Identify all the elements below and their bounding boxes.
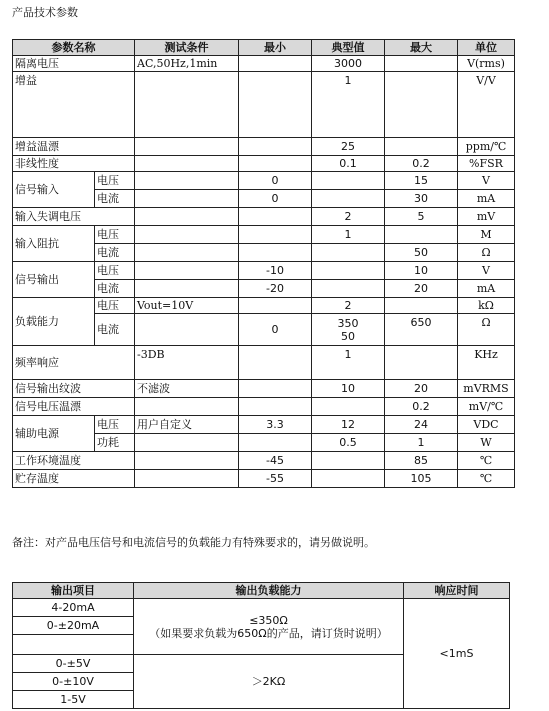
param-name: 信号输入: [13, 172, 95, 208]
table-row: [13, 172, 515, 190]
typical-value: [312, 398, 385, 416]
unit: Ω: [458, 314, 515, 346]
max-value: 1: [385, 434, 458, 452]
param-name: 非线性度: [13, 156, 135, 172]
load-current-value: ≤350Ω: [249, 613, 288, 627]
min-value: 0: [239, 190, 312, 208]
typical-value: [312, 470, 385, 488]
table-row: [13, 380, 515, 398]
test-condition: [135, 314, 239, 346]
max-value: [385, 72, 458, 138]
min-value: 0: [239, 172, 312, 190]
min-value: [239, 72, 312, 138]
unit: %FSR: [458, 156, 515, 172]
max-value: [385, 346, 458, 380]
table-row: [13, 262, 515, 280]
typical-value: 10: [312, 380, 385, 398]
min-value: -20: [239, 280, 312, 298]
sub-param: 电压: [95, 298, 135, 314]
typical-value: 2: [312, 298, 385, 314]
table-row: [13, 452, 515, 470]
min-value: [239, 380, 312, 398]
output-item: 1-5V: [13, 691, 134, 709]
unit: M: [458, 226, 515, 244]
test-condition: AC,50Hz,1min: [135, 56, 239, 72]
param-name: 输入失调电压: [13, 208, 135, 226]
response-time: <1mS: [404, 599, 510, 709]
page-title: 产品技术参数: [12, 6, 78, 19]
output-item: [13, 635, 134, 655]
max-value: 30: [385, 190, 458, 208]
test-condition: [135, 72, 239, 138]
header-test-condition: 测试条件: [135, 40, 239, 56]
param-name: 信号输出纹波: [13, 380, 135, 398]
max-value: [385, 56, 458, 72]
unit: kΩ: [458, 298, 515, 314]
test-condition: [135, 244, 239, 262]
param-name: 输入阻抗: [13, 226, 95, 262]
test-condition: [135, 172, 239, 190]
unit: V: [458, 172, 515, 190]
min-value: [239, 398, 312, 416]
typical-value: 3000: [312, 56, 385, 72]
typical-value: 0.5: [312, 434, 385, 452]
test-condition: [135, 208, 239, 226]
unit: mV: [458, 208, 515, 226]
min-value: 3.3: [239, 416, 312, 434]
typical-value: 50: [341, 329, 355, 343]
sub-param: 电压: [95, 416, 135, 434]
max-value: 650: [385, 314, 458, 346]
note-text: 备注：对产品电压信号和电流信号的负载能力有特殊要求的，请另做说明。: [12, 536, 375, 549]
test-condition: [135, 262, 239, 280]
unit: V(rms): [458, 56, 515, 72]
min-value: [239, 244, 312, 262]
sub-param: 电压: [95, 226, 135, 244]
min-value: 0: [239, 314, 312, 346]
unit: mV/℃: [458, 398, 515, 416]
max-value: [385, 298, 458, 314]
test-condition: [135, 434, 239, 452]
test-condition: Vout=10V: [135, 298, 239, 314]
table-row: [13, 72, 515, 138]
param-name: 负载能力: [13, 298, 95, 346]
typical-value: [312, 262, 385, 280]
test-condition: [135, 452, 239, 470]
table-row: [13, 599, 510, 617]
output-item: 0-±10V: [13, 673, 134, 691]
min-value: [239, 138, 312, 156]
typical-value: [312, 172, 385, 190]
param-name: 隔离电压: [13, 56, 135, 72]
test-condition: [135, 398, 239, 416]
min-value: -55: [239, 470, 312, 488]
unit: KHz: [458, 346, 515, 380]
spec-table: [12, 39, 515, 488]
typical-value-pair: [312, 314, 385, 346]
header-output-item: 输出项目: [13, 583, 134, 599]
test-condition: 用户自定义: [135, 416, 239, 434]
param-name: 信号电压温漂: [13, 398, 135, 416]
load-current-note: （如果要求负载为650Ω的产品，请订货时说明）: [149, 626, 388, 640]
table-row: [13, 298, 515, 314]
test-condition: [135, 190, 239, 208]
typical-value: 12: [312, 416, 385, 434]
header-typical: 典型值: [312, 40, 385, 56]
typical-value: [312, 280, 385, 298]
min-value: -10: [239, 262, 312, 280]
min-value: [239, 56, 312, 72]
header-max: 最大: [385, 40, 458, 56]
param-name: 增益温漂: [13, 138, 135, 156]
load-current-cell: [134, 599, 404, 655]
table-row: [13, 416, 515, 434]
min-value: [239, 156, 312, 172]
output-table: [12, 582, 510, 709]
max-value: 20: [385, 380, 458, 398]
max-value: [385, 138, 458, 156]
max-value: 85: [385, 452, 458, 470]
output-item: 0-±5V: [13, 655, 134, 673]
table-row: [13, 138, 515, 156]
typical-value: 0.1: [312, 156, 385, 172]
typical-value: 2: [312, 208, 385, 226]
typical-value: [312, 244, 385, 262]
output-item: 0-±20mA: [13, 617, 134, 635]
max-value: [385, 226, 458, 244]
max-value: 20: [385, 280, 458, 298]
unit: VDC: [458, 416, 515, 434]
header-output-load: 输出负载能力: [134, 583, 404, 599]
table-row: [13, 208, 515, 226]
output-header-row: [13, 583, 510, 599]
output-item: 4-20mA: [13, 599, 134, 617]
max-value: 15: [385, 172, 458, 190]
test-condition: [135, 470, 239, 488]
param-name: 增益: [13, 72, 135, 138]
table-row: [13, 56, 515, 72]
param-name: 信号输出: [13, 262, 95, 298]
unit: ppm/℃: [458, 138, 515, 156]
typical-value: 1: [312, 72, 385, 138]
unit: W: [458, 434, 515, 452]
header-unit: 单位: [458, 40, 515, 56]
max-value: 105: [385, 470, 458, 488]
test-condition: [135, 226, 239, 244]
sub-param: 电流: [95, 314, 135, 346]
min-value: [239, 298, 312, 314]
min-value: [239, 208, 312, 226]
max-value: 24: [385, 416, 458, 434]
min-value: [239, 346, 312, 380]
unit: V: [458, 262, 515, 280]
max-value: 50: [385, 244, 458, 262]
min-value: [239, 434, 312, 452]
header-min: 最小: [239, 40, 312, 56]
max-value: 0.2: [385, 398, 458, 416]
unit: mA: [458, 190, 515, 208]
sub-param: 电流: [95, 280, 135, 298]
min-value: -45: [239, 452, 312, 470]
table-row: [13, 470, 515, 488]
sub-param: 电流: [95, 244, 135, 262]
spec-header-row: [13, 40, 515, 56]
param-name: 工作环境温度: [13, 452, 135, 470]
unit: mVRMS: [458, 380, 515, 398]
unit: ℃: [458, 470, 515, 488]
table-row: [13, 346, 515, 380]
table-row: [13, 398, 515, 416]
test-condition: 不滤波: [135, 380, 239, 398]
unit: mA: [458, 280, 515, 298]
load-voltage-value: ＞2KΩ: [134, 655, 404, 709]
unit: ℃: [458, 452, 515, 470]
sub-param: 功耗: [95, 434, 135, 452]
param-name: 频率响应: [13, 346, 135, 380]
unit: Ω: [458, 244, 515, 262]
test-condition: [135, 138, 239, 156]
typical-value: 350: [337, 316, 359, 330]
typical-value: 25: [312, 138, 385, 156]
table-row: [13, 156, 515, 172]
unit: V/V: [458, 72, 515, 138]
typical-value: 1: [312, 346, 385, 380]
sub-param: 电压: [95, 262, 135, 280]
max-value: 0.2: [385, 156, 458, 172]
min-value: [239, 226, 312, 244]
test-condition: -3DB: [135, 346, 239, 380]
header-param-name: 参数名称: [13, 40, 135, 56]
typical-value: [312, 452, 385, 470]
max-value: 10: [385, 262, 458, 280]
test-condition: [135, 280, 239, 298]
sub-param: 电压: [95, 172, 135, 190]
param-name: 贮存温度: [13, 470, 135, 488]
header-response-time: 响应时间: [404, 583, 510, 599]
typical-value: 1: [312, 226, 385, 244]
sub-param: 电流: [95, 190, 135, 208]
typical-value: [312, 190, 385, 208]
test-condition: [135, 156, 239, 172]
param-name: 辅助电源: [13, 416, 95, 452]
table-row: [13, 226, 515, 244]
max-value: 5: [385, 208, 458, 226]
